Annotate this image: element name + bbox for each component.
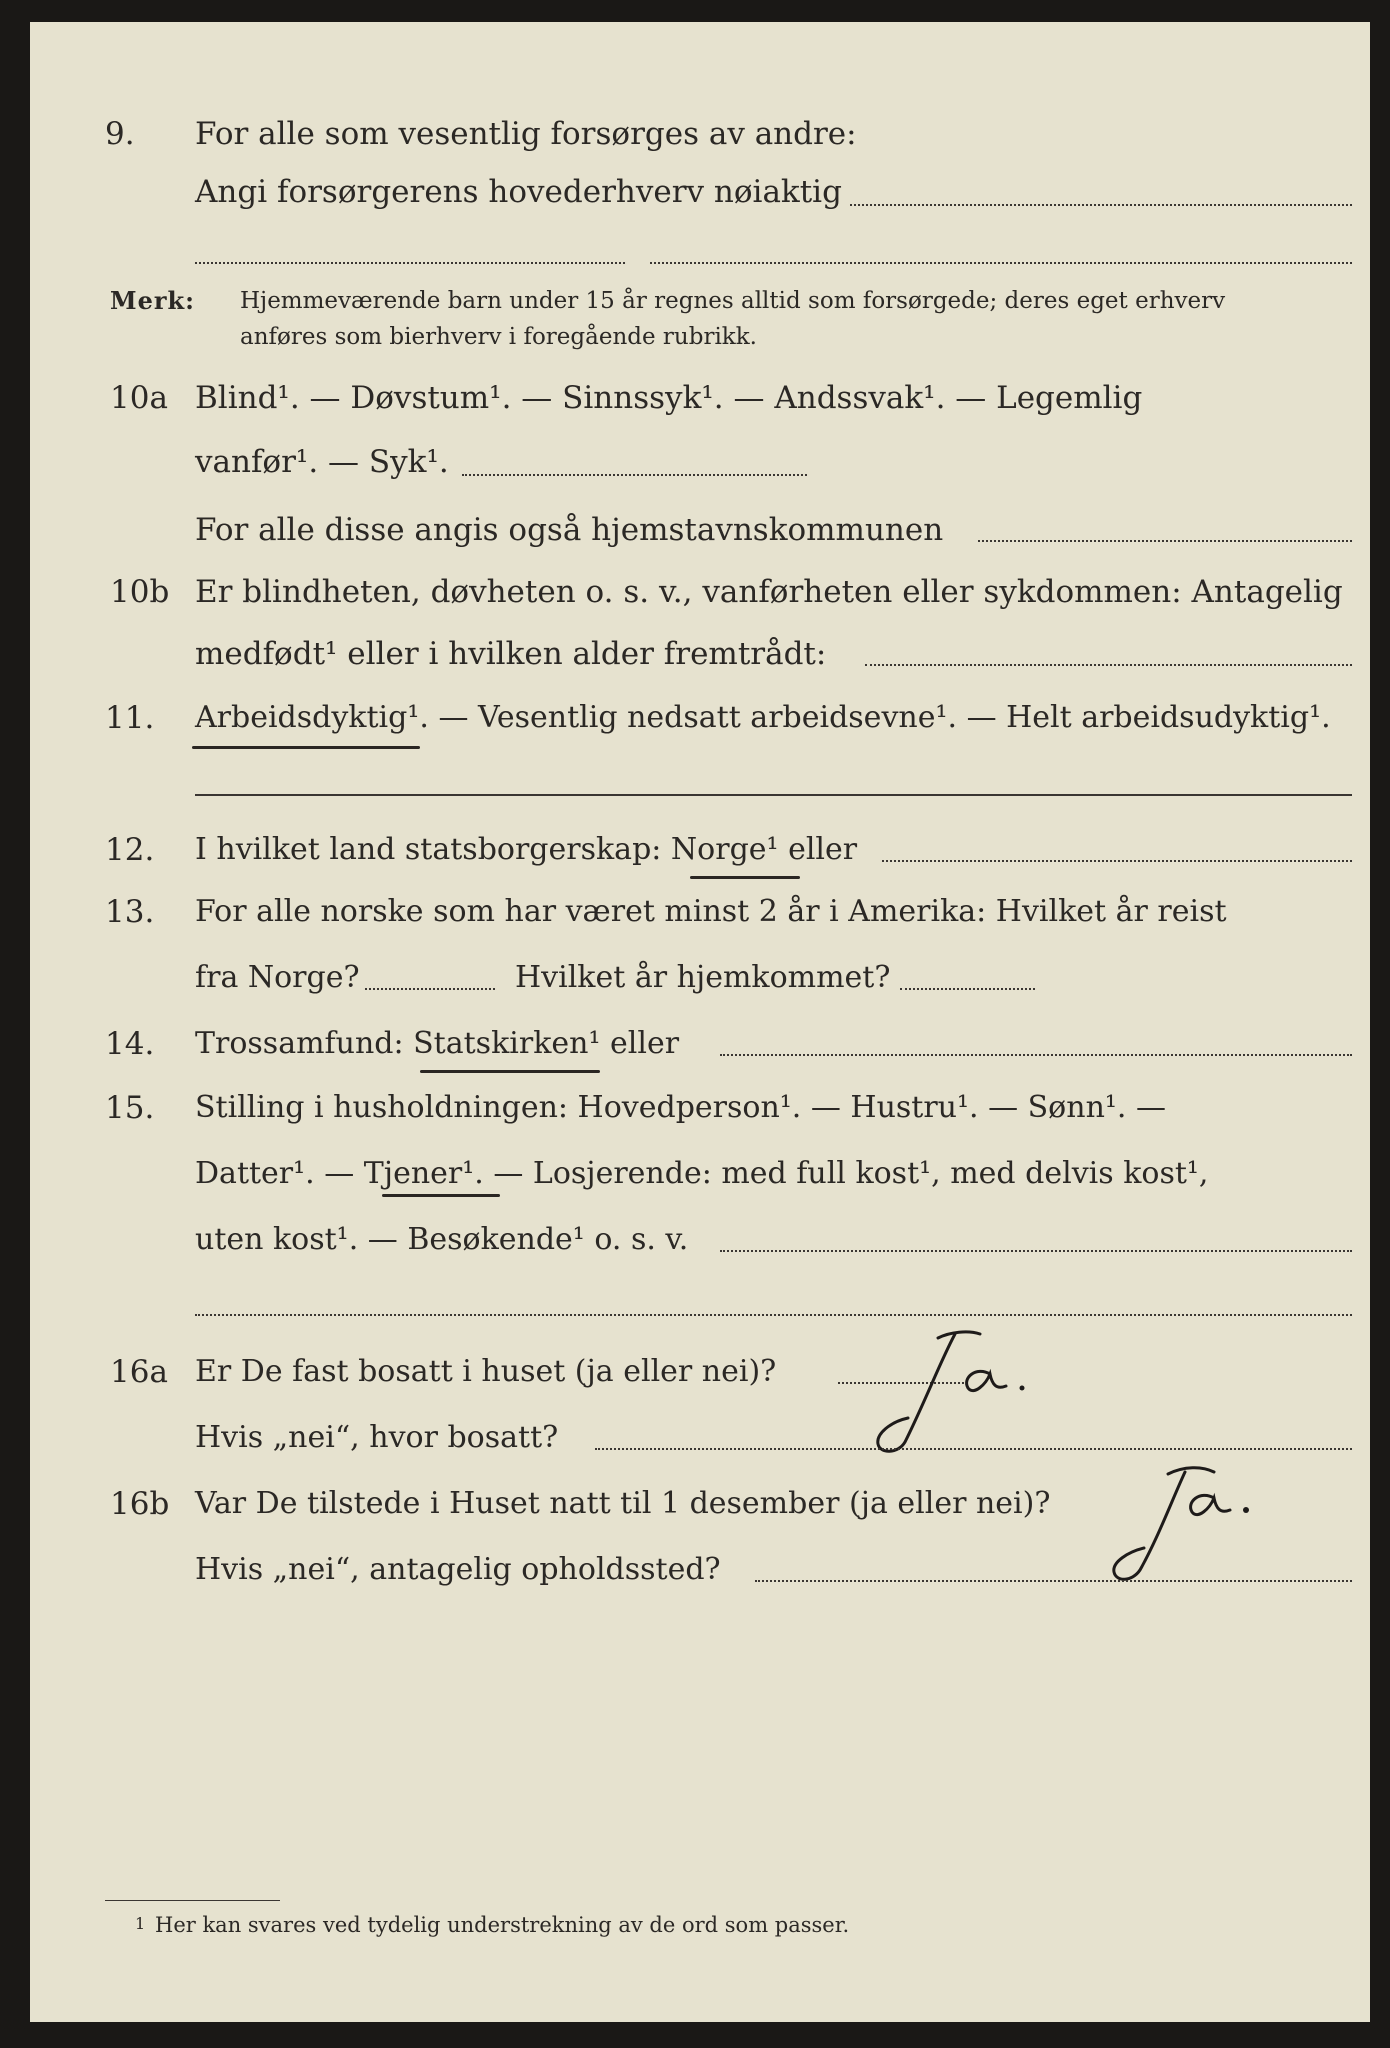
q10a-question: Blind¹. — Døvstum¹. — Sinnssyk¹. — Andssvak¹. — Legemlig xyxy=(195,380,1143,416)
q12-underline-norge xyxy=(690,876,800,879)
q10b-row-2 xyxy=(30,634,1370,674)
footnote-text: Her kan svares ved tydelig understrekning av de ord som passer. xyxy=(155,1913,850,1937)
q13-reist-label: fra Norge? xyxy=(195,960,360,995)
q12-number: 12. xyxy=(105,832,155,868)
q9-question: For alle som vesentlig forsørges av andre: xyxy=(195,116,857,152)
q10b-number: 10b xyxy=(110,574,170,610)
q10b-row-1 xyxy=(30,572,1370,612)
q16b-followup: Hvis „nei“, antagelig opholdssted? xyxy=(195,1552,721,1587)
q13-question: For alle norske som har været minst 2 år i Amerika: Hvilket år reist xyxy=(195,894,1227,929)
q9-answer-line-2a[interactable] xyxy=(195,262,625,264)
q15-row-3 xyxy=(30,1220,1370,1260)
q14-question: Trossamfund: Statskirken¹ eller xyxy=(195,1026,680,1061)
q15-row-2 xyxy=(30,1154,1370,1194)
q16b-followup-line[interactable] xyxy=(755,1580,1352,1582)
q16b-answer-text: Ja. xyxy=(1110,1452,1112,1453)
q15-row-1 xyxy=(30,1088,1370,1128)
q13-hjemkommet-label: Hvilket år hjemkommet? xyxy=(515,960,891,995)
q16a-row-1 xyxy=(30,1352,1370,1392)
q16a-followup: Hvis „nei“, hvor bosatt? xyxy=(195,1420,559,1455)
q11-question: Arbeidsdyktig¹. — Vesentlig nedsatt arbeidsevne¹. — Helt arbeidsudyktig¹. xyxy=(195,700,1331,735)
q9-row-1 xyxy=(30,114,1370,154)
q10a-kommune-line[interactable] xyxy=(978,540,1352,542)
q13-number: 13. xyxy=(105,894,155,930)
merk-text-2: anføres som bierhverv i foregående rubrikk. xyxy=(240,324,757,350)
q11-number: 11. xyxy=(105,700,155,736)
q16a-followup-line[interactable] xyxy=(595,1448,1352,1450)
q15-number: 15. xyxy=(105,1090,155,1126)
q10a-answer-line[interactable] xyxy=(462,474,807,476)
q15-underline-tjener xyxy=(382,1194,500,1197)
q16a-question: Er De fast bosatt i huset (ja eller nei)? xyxy=(195,1354,777,1389)
footnote-mark: 1 xyxy=(135,1914,146,1933)
q12-answer-line[interactable] xyxy=(882,860,1352,862)
q10a-row-2 xyxy=(30,442,1370,482)
q11-answer-line[interactable] xyxy=(195,794,1352,796)
q9-answer-line-2b[interactable] xyxy=(650,262,1352,264)
q13-hjemkommet-line[interactable] xyxy=(900,988,1035,990)
q13-reist-line[interactable] xyxy=(365,988,495,990)
q10a-kommune-question: For alle disse angis også hjemstavnskommunen xyxy=(195,512,944,548)
q16b-question: Var De tilstede i Huset natt til 1 desember (ja eller nei)? xyxy=(195,1486,1051,1521)
q10b-answer-line[interactable] xyxy=(865,664,1352,666)
q16b-row-2 xyxy=(30,1550,1370,1590)
q10a-number: 10a xyxy=(110,380,168,416)
q9-number: 9. xyxy=(105,116,135,152)
q15-question: Stilling i husholdningen: Hovedperson¹. — Hustru¹. — Sønn¹. — xyxy=(195,1090,1166,1125)
q13-row-1 xyxy=(30,892,1370,932)
q10b-question-cont: medfødt¹ eller i hvilken alder fremtrådt: xyxy=(195,636,827,672)
q16a-answer-text: Ja. xyxy=(850,1322,852,1323)
q12-row-1 xyxy=(30,830,1370,870)
q15-answer-line[interactable] xyxy=(720,1250,1352,1252)
q11-row-1 xyxy=(30,698,1370,738)
q14-answer-line[interactable] xyxy=(720,1054,1352,1056)
q15-question-cont: Datter¹. — Tjener¹. — Losjerende: med full kost¹, med delvis kost¹, xyxy=(195,1156,1209,1191)
q11-underline-arbeidsdyktig xyxy=(192,746,420,749)
q16a-number: 16a xyxy=(110,1354,168,1390)
q9-question-cont: Angi forsørgerens hovederhverv nøiaktig xyxy=(195,174,842,210)
q14-underline-statskirken xyxy=(420,1070,600,1073)
q15-answer-line-2[interactable] xyxy=(195,1314,1352,1316)
q16b-number: 16b xyxy=(110,1486,170,1522)
q10b-question: Er blindheten, døvheten o. s. v., vanførheten eller sykdommen: Antagelig xyxy=(195,574,1343,610)
q10a-question-cont: vanfør¹. — Syk¹. xyxy=(195,444,449,480)
q9-answer-line[interactable] xyxy=(850,204,1352,206)
merk-label: Merk: xyxy=(110,286,195,315)
footnote-divider xyxy=(105,1900,280,1901)
q14-number: 14. xyxy=(105,1026,155,1062)
q13-row-2 xyxy=(30,958,1370,998)
merk-text-1: Hjemmeværende barn under 15 år regnes alltid som forsørgede; deres eget erhverv xyxy=(240,288,1226,314)
q14-row-1 xyxy=(30,1024,1370,1064)
q12-question: I hvilket land statsborgerskap: Norge¹ eller xyxy=(195,832,858,867)
q15-question-cont-2: uten kost¹. — Besøkende¹ o. s. v. xyxy=(195,1222,689,1257)
q9-row-2 xyxy=(30,172,1370,212)
q10a-row-3 xyxy=(30,510,1370,550)
census-form-page xyxy=(30,22,1370,2022)
q10a-row-1 xyxy=(30,378,1370,418)
